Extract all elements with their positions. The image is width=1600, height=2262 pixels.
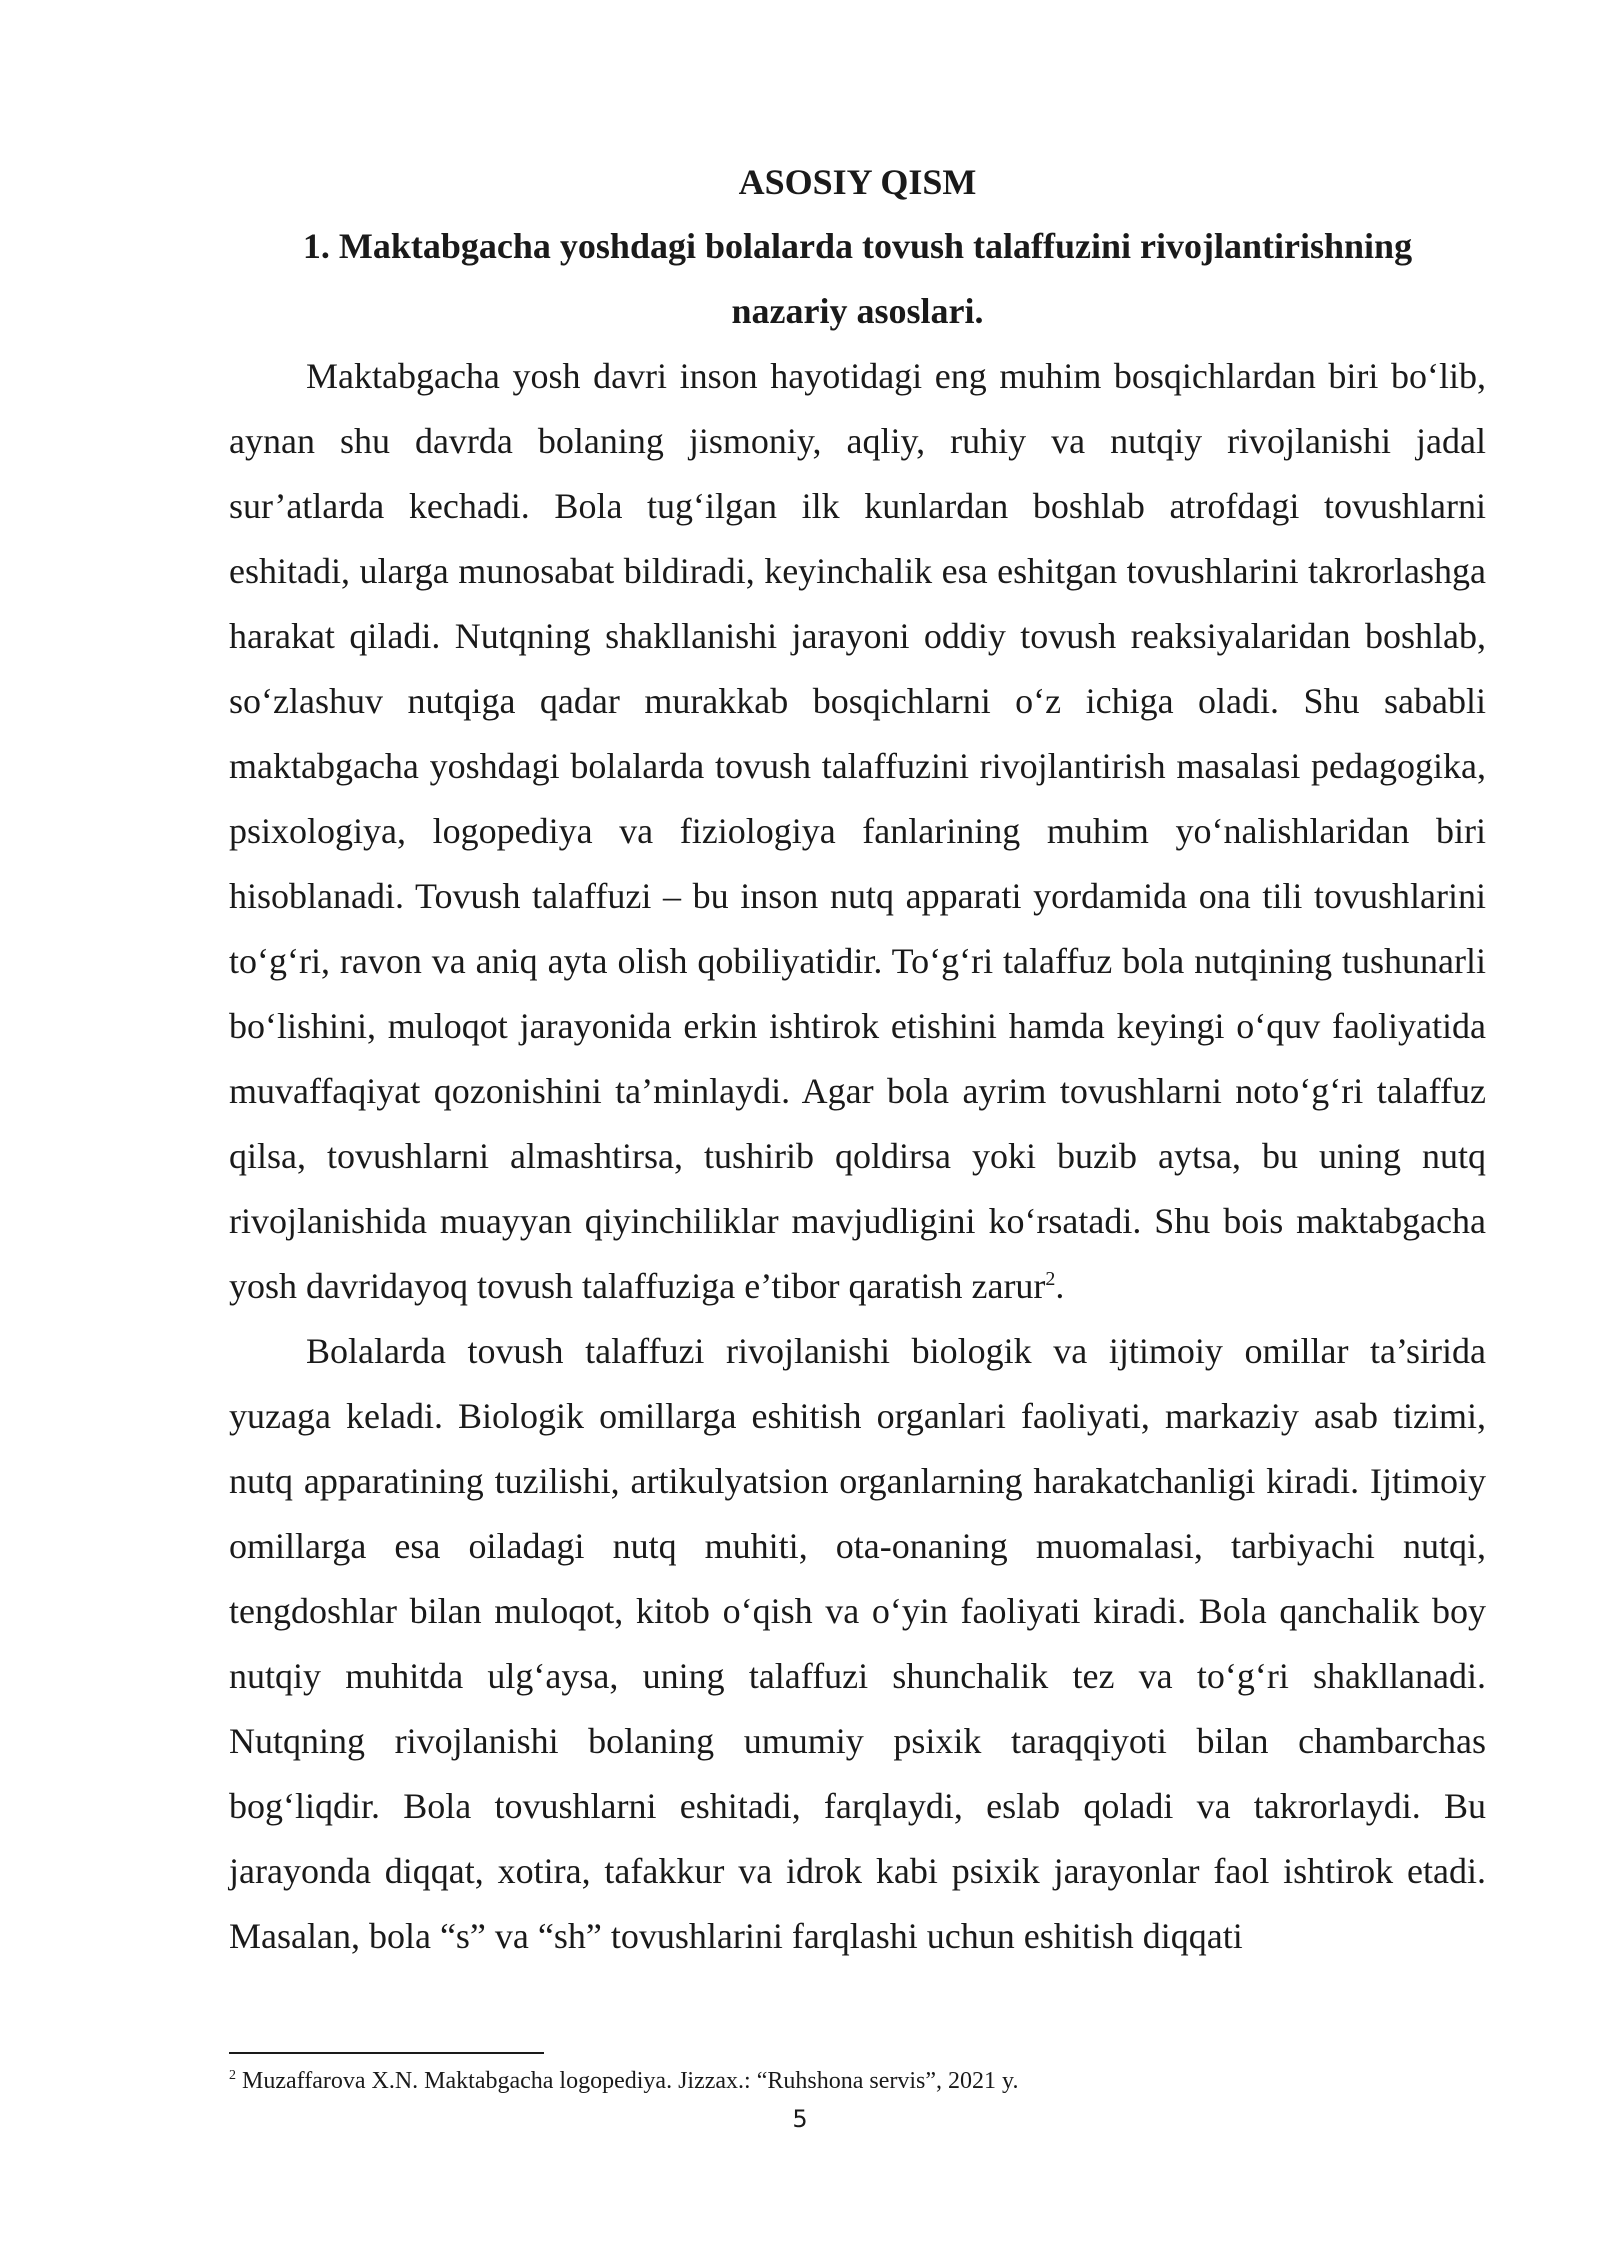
footnote-text: Muzaffarova X.N. Maktabgacha logopediya. Jizzax.: “Ruhshona servis”, 2021 y.	[236, 2068, 1019, 2094]
page-number: 5	[792, 2105, 808, 2133]
section-title: ASOSIY QISM	[738, 162, 977, 202]
footnote	[229, 2066, 1486, 2096]
page-body	[229, 150, 1486, 1969]
paragraph-2: Bolalarda tovush talaffuzi rivojlanishi biologik va ijtimoiy omillar ta’sirida yuzaga keladi. Biologik omillarga eshitish organlari faoliyati, markaziy asab tizimi, nutq apparatining tuzilishi, artikulyatsion organlarning harakatchanligi kiradi. Ijtimoiy omillarga esa oiladagi nutq muhiti, ota-onaning muomalasi, tarbiyachi nutqi, tengdoshlar bilan muloqot, kitob o‘qish va o‘yin faoliyati kiradi. Bola qanchalik boy nutqiy muhitda ulg‘aysa, uning talaffuzi shunchalik tez va to‘g‘ri shakllanadi. Nutqning rivojlanishi bolaning umumiy psixik taraqqiyoti bilan chambarchas bog‘liqdir. Bola tovushlarni eshitadi, farqlaydi, eslab qoladi va takrorlaydi. Bu jarayonda diqqat, xotira, tafakkur va idrok kabi psixik jarayonlar faol ishtirok etadi. Masalan, bola “s” va “sh” tovushlarini farqlashi uchun eshitish diqqati	[229, 1331, 1486, 1956]
paragraph-1-text: Maktabgacha yosh davri inson hayotidagi eng muhim bosqichlardan biri bo‘lib, aynan shu davrda bolaning jismoniy, aqliy, ruhiy va nutqiy rivojlanishi jadal sur’atlarda kechadi. Bola tug‘ilgan ilk kunlardan boshlab atrofdagi tovushlarni eshitadi, ularga munosabat bildiradi, keyinchalik esa eshitgan tovushlarini takrorlashga harakat qiladi. Nutqning shakllanishi jarayoni oddiy tovush reaksiyalaridan boshlab, so‘zlashuv nutqiga qadar murakkab bosqichlarni o‘z ichiga oladi. Shu sababli maktabgacha yoshdagi bolalarda tovush talaffuzini rivojlantirish masalasi pedagogika, psixologiya, logopediya va fiziologiya fanlarining muhim yo‘nalishlaridan biri hisoblanadi. Tovush talaffuzi – bu inson nutq apparati yordamida ona tili tovushlarini to‘g‘ri, ravon va aniq ayta olish qobiliyatidir. To‘g‘ri talaffuz bola nutqining tushunarli bo‘lishini, muloqot jarayonida erkin ishtirok etishini hamda keyingi o‘quv faoliyatida muvaffaqiyat qozonishini ta’minlaydi. Agar bola ayrim tovushlarni noto‘g‘ri talaffuz qilsa, tovushlarni almashtirsa, tushirib qoldirsa yoki buzib aytsa, bu uning nutq rivojlanishida muayyan qiyinchiliklar mavjudligini ko‘rsatadi. Shu bois maktabgacha yosh davridayoq tovush talaffuziga e’tibor qaratish zarur	[229, 356, 1486, 1306]
paragraph-1-end: .	[1055, 1266, 1065, 1306]
footnote-reference: 2	[1045, 1268, 1056, 1290]
footnote-number: 2	[229, 2068, 236, 2083]
paragraph-1	[229, 344, 1486, 1319]
chapter-title: 1. Maktabgacha yoshdagi bolalarda tovush talaffuzini rivojlantirishning nazariy asoslari.	[302, 226, 1413, 331]
footnote-divider	[229, 2052, 544, 2054]
